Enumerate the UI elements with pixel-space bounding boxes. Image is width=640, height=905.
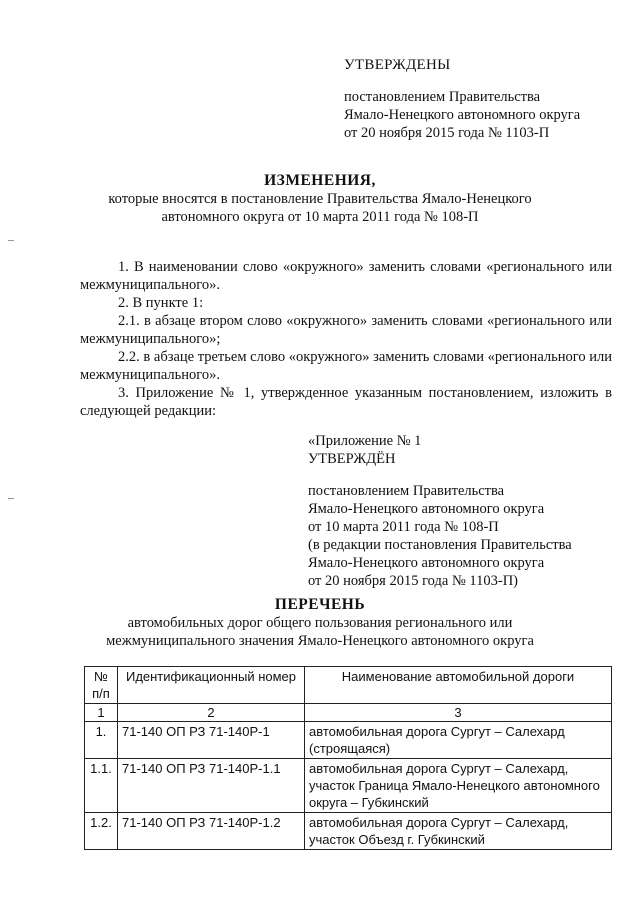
paragraph: 3. Приложение № 1, утвержденное указанным постановлением, изложить в следующей редакции: [80, 385, 612, 419]
appendix-line: (в редакции постановления Правительства [308, 537, 572, 553]
row-id: 71-140 ОП РЗ 71-140Р-1.1 [118, 759, 305, 813]
appendix-line: Ямало-Ненецкого автономного округа [308, 555, 545, 571]
row-name: автомобильная дорога Сургут – Салехард, участок Объезд г. Губкинский [305, 813, 612, 850]
appendix-label: «Приложение № 1 [308, 433, 422, 449]
changes-heading: ИЗМЕНЕНИЯ, [264, 172, 376, 189]
approval-line: постановлением Правительства [344, 89, 541, 105]
margin-mark [8, 498, 14, 499]
row-id: 71-140 ОП РЗ 71-140Р-1.2 [118, 813, 305, 850]
approval-line: от 20 ноября 2015 года № 1103-П [344, 125, 550, 141]
appendix-line: постановлением Правительства [308, 483, 505, 499]
document-body [80, 258, 612, 420]
table-header-row [85, 667, 612, 704]
header-cell-number: № п/п [85, 667, 118, 704]
row-name: автомобильная дорога Сургут – Салехард, участок Граница Ямало-Ненецкого автономного округа – Губкинский [305, 759, 612, 813]
list-heading: ПЕРЕЧЕНЬ [274, 596, 366, 613]
paragraph: 2. В пункте 1: [118, 295, 204, 311]
header-cell-name: Наименование автомобильной дороги [305, 667, 612, 704]
appendix-block [308, 432, 628, 590]
approval-title: УТВЕРЖДЕНЫ [344, 57, 451, 73]
row-name: автомобильная дорога Сургут – Салехард (строящаяся) [305, 722, 612, 759]
row-number: 1.2. [85, 813, 118, 850]
changes-subtitle: которые вносятся в постановление Правительства Ямало-Ненецкого [108, 191, 532, 207]
approval-block [344, 56, 634, 142]
appendix-approved: УТВЕРЖДЁН [308, 451, 396, 467]
appendix-line: от 10 марта 2011 года № 108-П [308, 519, 499, 535]
changes-subtitle: автономного округа от 10 марта 2011 года № 108-П [161, 209, 479, 225]
list-heading-block [0, 596, 640, 650]
approval-line: Ямало-Ненецкого автономного округа [344, 107, 581, 123]
table-column-numbers-row [85, 704, 612, 722]
list-subtitle: межмуниципального значения Ямало-Ненецкого автономного округа [106, 633, 534, 649]
table-row [85, 813, 612, 850]
table-row [85, 722, 612, 759]
list-subtitle: автомобильных дорог общего пользования регионального или [127, 615, 513, 631]
paragraph: 1. В наименовании слово «окружного» заменить словами «регионального или межмуниципального». [80, 259, 612, 293]
changes-heading-block [0, 172, 640, 226]
row-id: 71-140 ОП РЗ 71-140Р-1 [118, 722, 305, 759]
column-number: 1 [85, 704, 118, 722]
header-cell-id: Идентификационный номер [118, 667, 305, 704]
appendix-line: от 20 ноября 2015 года № 1103-П) [308, 573, 519, 589]
paragraph: 2.2. в абзаце третьем слово «окружного» заменить словами «регионального или межмуниципального». [80, 349, 612, 383]
appendix-line: Ямало-Ненецкого автономного округа [308, 501, 545, 517]
roads-table [84, 666, 612, 850]
column-number: 3 [305, 704, 612, 722]
row-number: 1.1. [85, 759, 118, 813]
margin-mark [8, 240, 14, 241]
column-number: 2 [118, 704, 305, 722]
paragraph: 2.1. в абзаце втором слово «окружного» заменить словами «регионального или межмуниципального»; [80, 313, 612, 347]
table-row [85, 759, 612, 813]
row-number: 1. [85, 722, 118, 759]
